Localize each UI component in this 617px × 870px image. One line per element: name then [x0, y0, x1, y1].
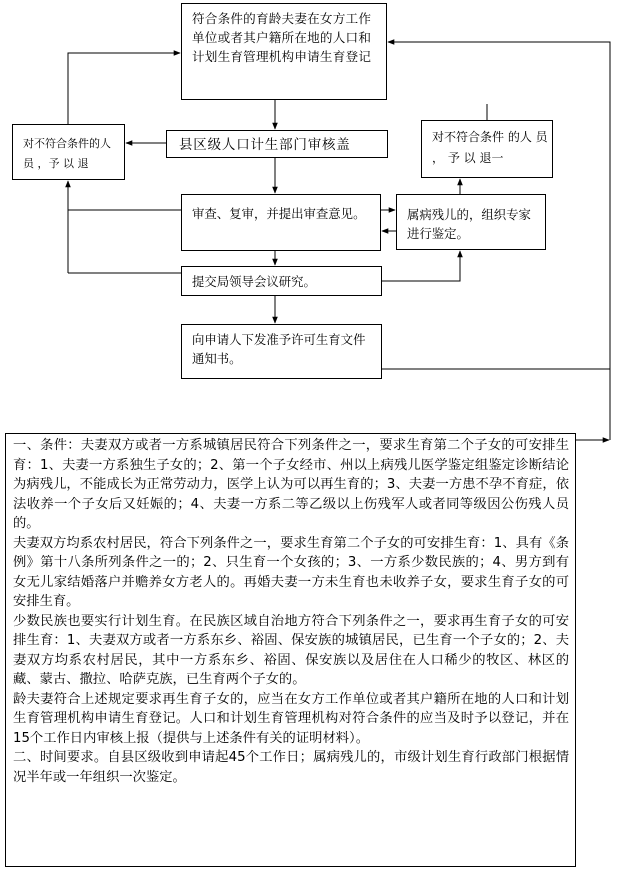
- permit-box-text: 向申请人下发准予许可生育文件通知书。: [192, 332, 366, 366]
- reject-left-box: [12, 124, 125, 180]
- audit-box: [181, 194, 381, 251]
- county-review-box: [166, 130, 388, 158]
- notes-paragraph: 二、时间要求。自县区级收到申请起45个工作日；属病残儿的，市级计划生育行政部门根据情况半年或一年组织一次鉴定。: [13, 750, 569, 785]
- permit-box: [181, 324, 382, 379]
- apply-box: [181, 3, 387, 100]
- apply-box-text: 符合条件的育龄夫妻在女方工作单位或者其户籍所在地的人口和计划生育管理机构申请生育登记: [192, 11, 372, 64]
- reject-left-text: 对不符合条件的人 员 ，予 以 退: [23, 137, 111, 170]
- county-review-text: 县区级人口计生部门审核盖: [179, 137, 351, 153]
- arrow-reject-left-to-apply: [68, 53, 180, 124]
- meeting-box: [181, 266, 382, 296]
- meeting-box-text: 提交局领导会议研究。: [192, 274, 316, 289]
- audit-box-text: 审查、复审，并提出审查意见。: [192, 206, 366, 221]
- notes-paragraph: 一、条件：夫妻双方或者一方系城镇居民符合下列条件之一，要求生育第二个子女的可安排生育：1、夫妻一方系独生子女的；2、第一个子女经市、州以上病残儿医学鉴定组鉴定诊断结论为病残儿，不能成长为正常劳动力，医学上认为可以再生育的；3、夫妻一方患不孕不育症，依法收养一个子女后又妊娠的；4、夫妻一方系二等乙级以上伤残军人或者同等级因公伤残人员的。: [13, 438, 569, 531]
- arrow-meeting-to-disabled: [382, 251, 460, 281]
- disabled-child-text: 属病残儿的，组织专家进行鉴定。: [407, 207, 531, 241]
- disabled-child-box: [396, 194, 546, 250]
- notes-paragraph: 龄夫妻符合上述规定要求再生育子女的，应当在女方工作单位或者其户籍所在地的人口和计划生育管理机构申请生育登记。人口和计划生育管理机构对符合条件的应当及时予以登记，并在15个工作日内审核上报（提供与上述条件有关的证明材料）。: [13, 691, 569, 746]
- reject-right-text: 对不符合条件 的人 员 ， 予 以 退一: [432, 130, 548, 165]
- reject-right-box: [421, 120, 553, 178]
- notes-box: [5, 433, 576, 867]
- notes-paragraph: 少数民族也要实行计划生育。在民族区域自治地方符合下列条件之一，要求再生育子女的可安排生育：1、夫妻双方或者一方系东乡、裕固、保安族的城镇居民，已生育一个子女的；2、夫妻双方均系农村居民，其中一方系东乡、裕固、保安族以及居住在人口稀少的牧区、林区的藏、蒙古、撒拉、哈萨克族，已生育两个子女的。: [13, 613, 569, 687]
- notes-paragraph: 夫妻双方均系农村居民，符合下列条件之一，要求生育第二个子女的可安排生育：1、具有《条例》第十八条所列条件之一的；2、只生育一个女孩的；3、一方系少数民族的；4、男方到有女无儿家结婚落户并赡养女方老人的。再婚夫妻一方未生育也未收养子女，要求生育子女的可安排生育。: [13, 535, 569, 609]
